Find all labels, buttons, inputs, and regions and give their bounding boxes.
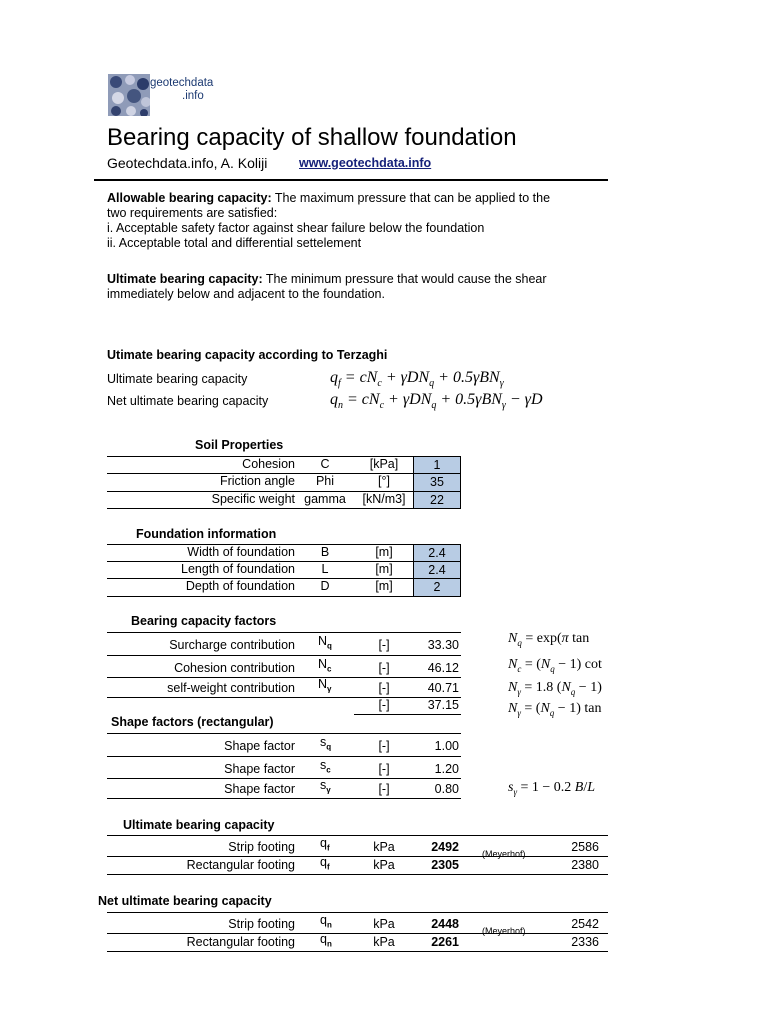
foundation-unit: [m] [375,562,393,576]
net-value: 2261 [431,935,459,949]
soil-label: Friction angle [219,474,295,488]
shape-label: Shape factor [224,739,295,753]
foundation-symbol: B [320,545,330,559]
soil-symbol: gamma [304,492,346,506]
ultimate-unit: kPa [373,840,395,854]
factor-value: 33.30 [427,638,459,652]
factor-label: self-weight contribution [167,681,295,695]
logo-line1: geotechdata [150,77,214,89]
factor-label: Surcharge contribution [169,638,295,652]
foundation-label: Width of foundation [187,545,295,559]
ultimate-row-label: Strip footing [228,840,295,854]
net-row-label: Strip footing [228,917,295,931]
factors-line-4 [354,714,461,715]
net-unit: kPa [373,935,395,949]
net-meyerhof-value: 2336 [571,935,599,949]
net-unit: kPa [373,917,395,931]
ngamma-formula-2: $N_\gamma = (N_q - 1)$ tan [508,701,602,718]
length-input[interactable]: 2.4 [413,561,461,579]
soil-label: Specific weight [211,492,295,506]
net-equation: $q_n = cN_c + \gamma DN_q + 0.5\gamma BN_\gamma - \gamma D$ [330,391,543,412]
factor-symbol: $N_q$ [318,634,332,651]
foundation-heading: Foundation information [136,527,277,541]
net-meyerhof-note: (Meyerhof) [482,926,526,936]
foundation-label: Length of foundation [181,562,295,576]
soil-symbol: C [320,457,330,471]
factor-unit: [-] [378,638,390,652]
soil-symbol: Phi [315,474,335,488]
page-title: Bearing capacity of shallow foundation [107,124,517,151]
depth-input[interactable]: 2 [413,578,461,597]
ultimate-value: 2305 [431,858,459,872]
allowable-line3: i. Acceptable safety factor against shear failure below the foundation [107,221,485,235]
factor-value: 46.12 [427,661,459,675]
cohesion-input[interactable]: 1 [413,456,461,474]
allowable-line4: ii. Acceptable total and differential settelement [107,236,362,250]
ultimate-symbol: $q_f$ [320,855,330,872]
net-symbol: $q_n$ [320,913,332,930]
factors-heading: Bearing capacity factors [131,614,277,628]
friction-angle-input[interactable]: 35 [413,473,461,492]
net-label: Net ultimate bearing capacity [107,394,269,408]
net-meyerhof-value: 2542 [571,917,599,931]
ultimate-meyerhof-value: 2380 [571,858,599,872]
shape-symbol: $s_\gamma$ [320,778,331,795]
soil-unit: [kPa] [369,457,399,471]
shape-line-2 [107,778,461,779]
shape-label: Shape factor [224,762,295,776]
shape-value: 1.20 [434,762,459,776]
foundation-label: Depth of foundation [185,579,295,593]
ultimate-meyerhof-value: 2586 [571,840,599,854]
geotechdata-logo [108,74,218,116]
ultimate-row-label: Rectangular footing [186,858,295,872]
ngamma-formula-1: $N_\gamma = 1.8$ $(N_q - 1)$ [508,680,602,697]
shape-unit: [-] [378,762,390,776]
shape-heading: Shape factors (rectangular) [111,715,274,729]
allowable-definition [107,191,550,251]
shape-unit: [-] [378,739,390,753]
factor-unit: [-] [378,661,390,675]
factor-value: 40.71 [427,681,459,695]
factor-label: Cohesion contribution [174,661,295,675]
ultimate-heading: Ultimate bearing capacity [123,818,275,832]
ultimate-unit: kPa [373,858,395,872]
ultimate-line2: immediately below and adjacent to the foundation. [107,287,385,301]
ultimate-value: 2492 [431,840,459,854]
ultimate-definition [107,272,547,302]
factor-symbol: $N_c$ [318,657,332,674]
allowable-line2: two requirements are satisfied: [107,206,278,220]
net-row-label: Rectangular footing [186,935,295,949]
ultimate-equation: $q_f = cN_c + \gamma DN_q + 0.5\gamma BN_\gamma$ [330,369,504,390]
factors-line-2 [107,677,461,678]
net-line-2 [107,951,608,952]
net-symbol: $q_n$ [320,932,332,949]
header-divider [94,179,608,181]
logo-line2: .info [182,90,204,102]
shape-top-line [107,733,461,734]
foundation-line-3 [107,596,461,597]
nc-formula: $N_c = (N_q - 1)$ cot [508,657,602,674]
nq-formula: $N_q = \exp(\pi$ tan [508,631,590,648]
shape-line-3 [107,798,461,799]
ultimate-term: Ultimate bearing capacity: [107,272,263,286]
allowable-term: Allowable bearing capacity: [107,191,272,205]
soil-line-3 [107,508,461,509]
factors-line-1 [107,655,461,656]
soil-unit: [kN/m3] [362,492,406,506]
specific-weight-input[interactable]: 22 [413,491,461,509]
ultimate-line-1 [107,856,608,857]
soil-heading: Soil Properties [195,438,284,452]
shape-label: Shape factor [224,782,295,796]
logo-pattern-icon [108,74,150,116]
factor-symbol: $N_\gamma$ [318,677,332,694]
foundation-symbol: D [320,579,330,593]
website-link[interactable]: www.geotechdata.info [299,156,432,170]
ultimate-line-2 [107,874,608,875]
foundation-symbol: L [321,562,329,576]
foundation-unit: [m] [375,545,393,559]
sgamma-formula: $s_\gamma = 1 - 0.2$ B/L [508,780,596,797]
shape-value: 0.80 [434,782,459,796]
foundation-unit: [m] [375,579,393,593]
soil-label: Cohesion [242,457,295,471]
meyerhof-note: (Meyerhof) [482,849,526,859]
ultimate-text: The minimum pressure that would cause the shear [262,272,547,286]
factor-unit: [-] [378,698,390,712]
net-ultimate-heading: Net ultimate bearing capacity [98,894,272,908]
width-input[interactable]: 2.4 [413,544,461,562]
net-top-line [107,912,608,913]
shape-unit: [-] [378,782,390,796]
net-value: 2448 [431,917,459,931]
logo-text [150,77,213,103]
author-subtitle: Geotechdata.info, A. Koliji [107,155,268,171]
net-line-1 [107,933,608,934]
soil-unit: [°] [378,474,390,488]
terzaghi-heading: Utimate bearing capacity according to Terzaghi [107,348,388,362]
ultimate-top-line [107,835,608,836]
ultimate-symbol: $q_f$ [320,836,330,853]
shape-line-1 [107,756,461,757]
shape-symbol: $s_c$ [320,758,331,775]
allowable-text: The maximum pressure that can be applied to the [271,191,551,205]
shape-symbol: $s_q$ [320,735,332,752]
factors-top-line [107,632,461,633]
factor-value: 37.15 [427,698,459,712]
shape-value: 1.00 [434,739,459,753]
factor-unit: [-] [378,681,390,695]
ultimate-label: Ultimate bearing capacity [107,372,248,386]
